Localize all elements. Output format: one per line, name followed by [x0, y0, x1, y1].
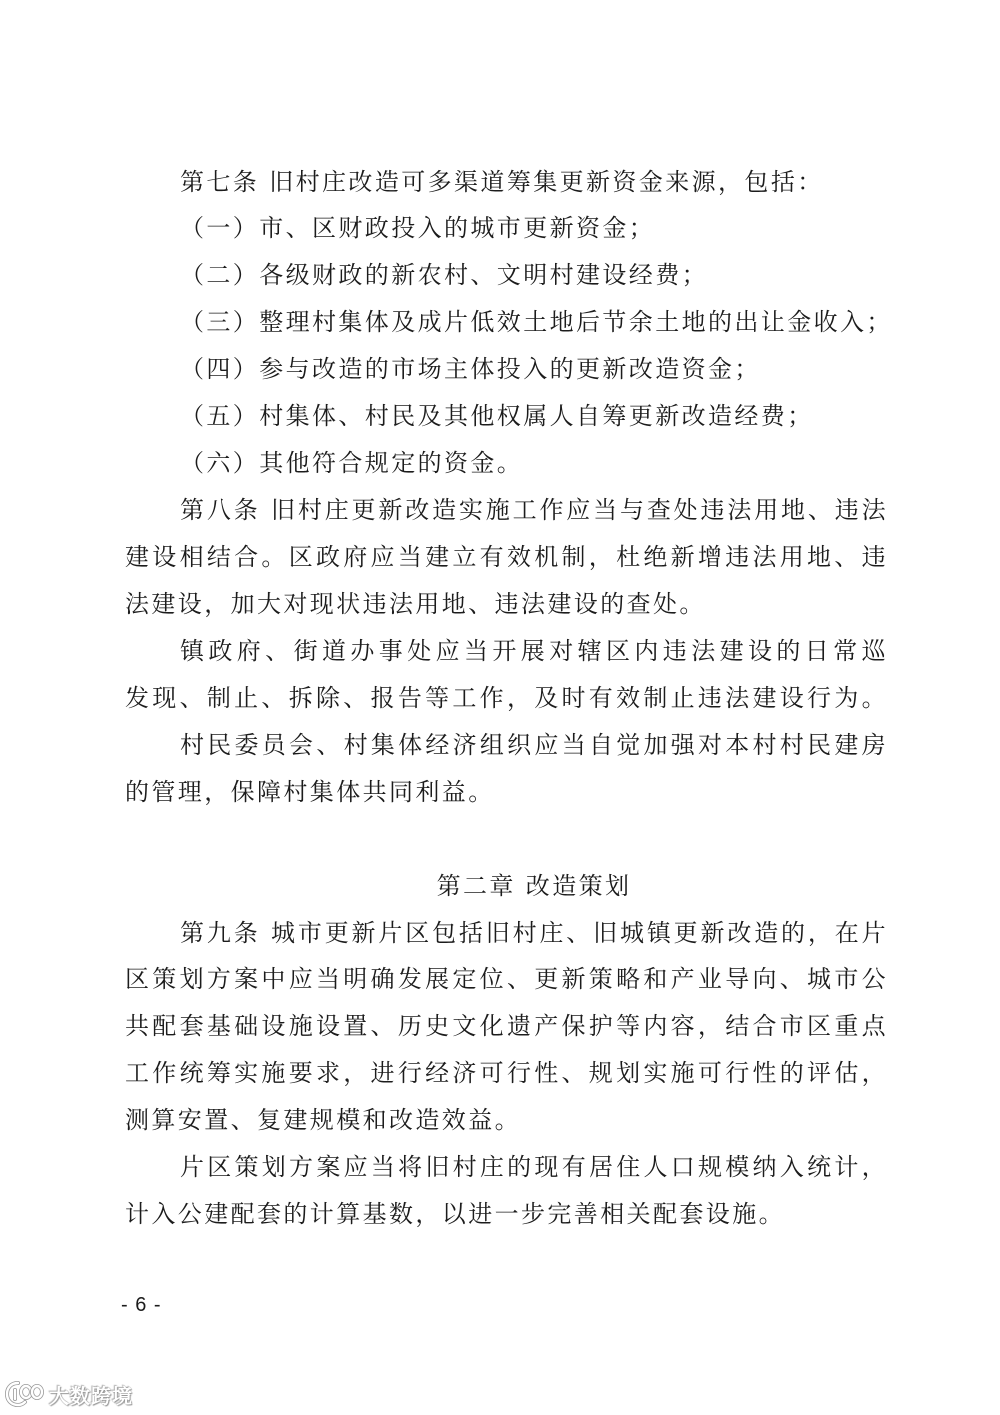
- funding-source-item-2: （二）各级财政的新农村、文明村建设经费；: [180, 261, 708, 290]
- text-line: 测算安置、复建规模和改造效益。: [125, 1106, 521, 1135]
- watermark-brand-text: 大数跨境: [49, 1383, 133, 1408]
- watermark: [4, 1377, 133, 1411]
- village-committee-paragraph: [125, 722, 888, 816]
- text-line: 区策划方案中应当明确发展定位、更新策略和产业导向、城市公: [125, 965, 888, 994]
- blank-line: [125, 816, 888, 863]
- funding-source-item-6: （六）其他符合规定的资金。: [180, 449, 524, 478]
- text-line: 村民委员会、村集体经济组织应当自觉加强对本村村民建房: [180, 730, 888, 759]
- text-line: 发现、制止、拆除、报告等工作，及时有效制止违法建设行为。: [125, 683, 888, 712]
- funding-source-item-3: （三）整理村集体及成片低效土地后节余土地的出让金收入；: [180, 308, 893, 337]
- text-line: 的管理，保障村集体共同利益。: [125, 777, 495, 806]
- article-7-intro: 第七条 旧村庄改造可多渠道筹集更新资金来源，包括：: [180, 167, 824, 196]
- text-line: 共配套基础设施设置、历史文化遗产保护等内容，结合市区重点: [125, 1012, 888, 1041]
- brand-logo-icon: [4, 1378, 46, 1410]
- text-line: 计入公建配套的计算基数，以进一步完善相关配套设施。: [125, 1200, 785, 1229]
- chapter-title: 第二章 改造策划: [436, 871, 632, 900]
- town-government-paragraph: [125, 628, 888, 722]
- text-line: 第九条 城市更新片区包括旧村庄、旧城镇更新改造的，在片: [180, 918, 888, 947]
- funding-source-item-5: （五）村集体、村民及其他权属人自筹更新改造经费；: [180, 402, 814, 431]
- article-8-paragraph: [125, 487, 888, 628]
- document-body: [125, 159, 893, 1239]
- text-line: 法建设，加大对现状违法用地、违法建设的查处。: [125, 589, 706, 618]
- funding-source-item-4: （四）参与改造的市场主体投入的更新改造资金；: [180, 355, 761, 384]
- funding-source-item-1: （一）市、区财政投入的城市更新资金；: [180, 214, 656, 243]
- planning-scheme-paragraph: [125, 1144, 888, 1238]
- page-number: - 6 -: [121, 1294, 162, 1316]
- text-line: 片区策划方案应当将旧村庄的现有居住人口规模纳入统计，: [180, 1153, 888, 1182]
- article-7: [125, 159, 893, 488]
- text-line: 建设相结合。区政府应当建立有效机制，杜绝新增违法用地、违: [125, 543, 888, 571]
- text-line: 工作统筹实施要求，进行经济可行性、规划实施可行性的评估，: [125, 1059, 888, 1088]
- text-line: 第八条 旧村庄更新改造实施工作应当与查处违法用地、违法: [180, 496, 888, 525]
- text-line: 镇政府、街道办事处应当开展对辖区内违法建设的日常巡: [180, 636, 888, 665]
- article-9-paragraph: [125, 910, 888, 1145]
